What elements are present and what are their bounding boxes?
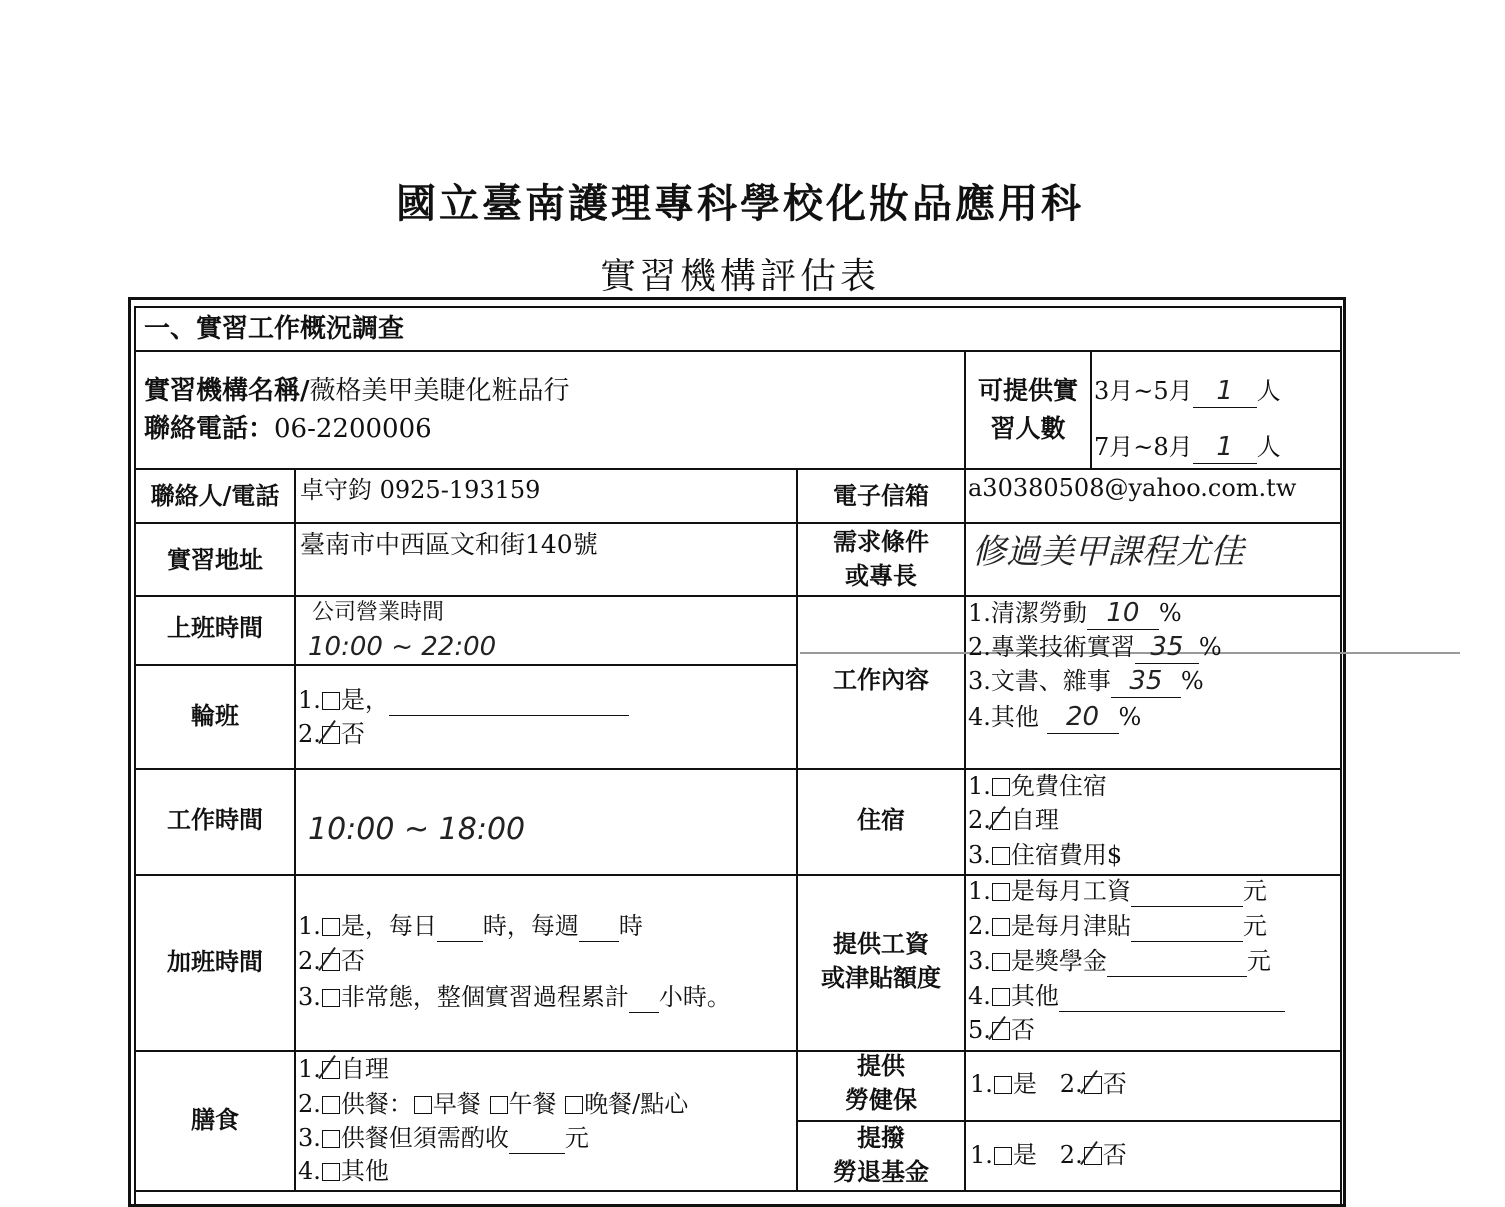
- checkbox[interactable]: [490, 1096, 508, 1114]
- checkbox-checked[interactable]: [322, 1061, 340, 1079]
- capacity-row-2: [1094, 432, 1281, 464]
- contact-value: 卓守鈞 0925-193159: [300, 476, 541, 504]
- checkbox-checked[interactable]: [992, 1022, 1010, 1040]
- work-item: [968, 702, 1141, 734]
- fill-in-blank: [1131, 877, 1243, 907]
- option-text: 否: [340, 947, 365, 975]
- row-divider: [134, 468, 1342, 470]
- option-number: 2.: [1059, 1141, 1083, 1169]
- fill-in-blank: [389, 686, 629, 716]
- percent-unit: %: [1180, 667, 1204, 695]
- option-number: 1.: [968, 772, 991, 800]
- email-label: 電子信箱: [833, 481, 929, 510]
- lodging-option: [968, 806, 1059, 835]
- fill-in-blank: [1131, 912, 1243, 942]
- work-item: [968, 666, 1204, 698]
- fill-in-blank: [1059, 982, 1285, 1012]
- work-item-percent: 20: [1047, 702, 1119, 734]
- option-text: 住宿費用$: [1010, 841, 1123, 869]
- work-item: [968, 598, 1182, 630]
- org-name-label: 實習機構名稱/: [144, 376, 310, 406]
- meal-option-other: [298, 1157, 389, 1186]
- col-divider: [294, 468, 296, 1190]
- overtime-label: 加班時間: [167, 947, 263, 976]
- shift-hours-value: 10:00 ~ 22:00: [308, 632, 497, 662]
- option-number: 1.: [968, 877, 991, 905]
- person-unit: 人: [1256, 377, 1281, 405]
- checkbox[interactable]: [992, 883, 1010, 901]
- requirement-label-line1: 需求條件: [833, 527, 929, 556]
- capacity-count: 1: [1193, 376, 1257, 408]
- checkbox[interactable]: [322, 989, 340, 1007]
- lodging-option: [968, 841, 1122, 870]
- requirement-label-line2: 或專長: [845, 561, 917, 590]
- work-item-percent: 10: [1087, 598, 1159, 630]
- work-item-label: 2.專業技術實習: [968, 633, 1135, 661]
- org-name-value: 薇格美甲美睫化粧品行: [309, 376, 570, 406]
- insurance-options: [970, 1070, 1127, 1099]
- rotation-label: 輪班: [191, 701, 239, 730]
- checkbox[interactable]: [322, 918, 340, 936]
- option-text: 否: [1010, 1016, 1035, 1044]
- checkbox-checked[interactable]: [322, 726, 340, 744]
- row-divider: [134, 1050, 1342, 1052]
- checkbox[interactable]: [322, 692, 340, 710]
- overtime-option-irregular: [298, 983, 731, 1013]
- work-time-label: 工作時間: [167, 805, 263, 834]
- option-text: 否: [340, 720, 365, 748]
- shift-hours-label: 上班時間: [167, 613, 263, 642]
- option-text: 早餐: [432, 1090, 481, 1118]
- option-number: 2.: [1059, 1070, 1083, 1098]
- option-text: 午餐: [508, 1090, 557, 1118]
- checkbox[interactable]: [322, 1096, 340, 1114]
- capacity-period: 7月~8月: [1094, 433, 1193, 461]
- capacity-label-line2: 習人數: [990, 414, 1066, 443]
- capacity-row-1: [1094, 376, 1281, 408]
- pension-label-line1: 提撥: [857, 1123, 905, 1152]
- school-title: 國立臺南護理專科學校化妝品應用科: [396, 180, 1084, 227]
- fill-in-blank: [629, 983, 659, 1013]
- option-text: 時，每週: [482, 912, 579, 940]
- option-text: 是: [1012, 1070, 1037, 1098]
- option-text: 是每月工資: [1010, 877, 1131, 905]
- option-text: 是: [1012, 1141, 1037, 1169]
- row-divider: [134, 874, 1342, 876]
- requirement-value: 修過美甲課程尤佳: [972, 532, 1244, 572]
- email-value: a30380508@yahoo.com.tw: [968, 474, 1297, 502]
- capacity-period: 3月~5月: [1094, 377, 1193, 405]
- work-item-label: 3.文書、雜事: [968, 667, 1111, 695]
- option-text: 是，: [340, 686, 389, 714]
- fill-in-blank: [509, 1124, 565, 1154]
- work-time-value: 10:00 ~ 18:00: [308, 812, 526, 847]
- form-title: 實習機構評估表: [599, 256, 880, 297]
- wage-label-line2: 或津貼額度: [821, 963, 941, 992]
- overtime-option-no: [298, 947, 365, 976]
- shift-hours-note: 公司營業時間: [312, 600, 445, 625]
- option-text: 晚餐/點心: [584, 1090, 689, 1118]
- meal-option-charged: [298, 1124, 589, 1154]
- currency-unit: 元: [1242, 877, 1267, 905]
- currency-unit: 元: [564, 1124, 589, 1152]
- option-text: 自理: [340, 1055, 389, 1083]
- option-number: 5.: [968, 1016, 991, 1044]
- lodging-label: 住宿: [857, 805, 905, 834]
- option-number: 3.: [298, 1124, 321, 1152]
- checkbox[interactable]: [992, 953, 1010, 971]
- row-divider: [134, 768, 1342, 770]
- work-content-label: 工作內容: [833, 665, 929, 694]
- row-divider: [134, 522, 1342, 524]
- checkbox-checked[interactable]: [1084, 1076, 1102, 1094]
- option-text: 其他: [340, 1157, 389, 1185]
- work-item-label: 1.清潔勞動: [968, 599, 1087, 627]
- row-divider: [134, 350, 1342, 352]
- wage-option: [968, 982, 1285, 1012]
- meal-label: 膳食: [191, 1105, 239, 1134]
- capacity-label-line1: 可提供實: [977, 376, 1078, 405]
- row-divider: [796, 1120, 1342, 1122]
- work-item-percent: 35: [1111, 666, 1181, 698]
- checkbox[interactable]: [322, 1163, 340, 1181]
- checkbox[interactable]: [994, 1076, 1012, 1094]
- pension-options: [970, 1141, 1127, 1170]
- option-text: 是，每日: [340, 912, 437, 940]
- option-number: 3.: [968, 947, 991, 975]
- row-divider: [134, 1190, 1342, 1192]
- person-unit: 人: [1256, 433, 1281, 461]
- option-number: 2.: [298, 720, 321, 748]
- currency-unit: 元: [1242, 912, 1267, 940]
- checkbox[interactable]: [565, 1096, 583, 1114]
- fill-in-blank: [1107, 947, 1247, 977]
- org-name-row: [144, 376, 570, 407]
- checkbox[interactable]: [992, 778, 1010, 796]
- option-text: 供餐但須需酌收: [340, 1124, 509, 1152]
- wage-option: [968, 877, 1267, 907]
- option-text: 小時。: [658, 983, 731, 1011]
- currency-unit: 元: [1246, 947, 1271, 975]
- option-number: 4.: [968, 982, 991, 1010]
- option-number: 2.: [298, 1090, 321, 1118]
- row-divider: [134, 595, 1342, 597]
- meal-option-provided: [298, 1090, 688, 1119]
- wage-option: [968, 912, 1267, 942]
- option-text: 是每月津貼: [1010, 912, 1131, 940]
- address-label: 實習地址: [167, 545, 263, 574]
- row-divider: [134, 664, 796, 666]
- option-number: 2.: [968, 806, 991, 834]
- option-number: 1.: [970, 1070, 993, 1098]
- checkbox-checked[interactable]: [992, 812, 1010, 830]
- fill-in-blank: [579, 912, 619, 942]
- checkbox[interactable]: [992, 847, 1010, 865]
- option-number: 2.: [968, 912, 991, 940]
- option-number: 4.: [298, 1157, 321, 1185]
- checkbox[interactable]: [992, 988, 1010, 1006]
- insurance-label-line1: 提供: [857, 1051, 905, 1080]
- option-text: 否: [1102, 1141, 1127, 1169]
- meal-option-self: [298, 1055, 389, 1084]
- phone-label: 聯絡電話：: [144, 414, 275, 444]
- option-number: 1.: [970, 1141, 993, 1169]
- pension-label-line2: 勞退基金: [833, 1157, 929, 1186]
- checkbox[interactable]: [992, 918, 1010, 936]
- wage-option: [968, 1016, 1035, 1045]
- option-number: 3.: [298, 983, 321, 1011]
- work-item: [968, 632, 1222, 664]
- overtime-option-yes: [298, 912, 643, 942]
- wage-option: [968, 947, 1271, 977]
- phone-value: 06-2200006: [274, 414, 432, 444]
- option-text: 供餐：: [340, 1090, 413, 1118]
- percent-unit: %: [1158, 599, 1182, 627]
- work-item-percent: 35: [1135, 632, 1199, 664]
- option-number: 1.: [298, 1055, 321, 1083]
- insurance-label-line2: 勞健保: [845, 1085, 917, 1114]
- option-text: 否: [1102, 1070, 1127, 1098]
- percent-unit: %: [1118, 703, 1142, 731]
- option-text: 其他: [1010, 982, 1059, 1010]
- rotation-option-no: [298, 720, 365, 749]
- col-divider: [1090, 350, 1092, 468]
- rotation-option-yes: [298, 686, 629, 716]
- work-item-label: 4.其他: [968, 703, 1047, 731]
- wage-label-line1: 提供工資: [833, 929, 929, 958]
- percent-unit: %: [1198, 633, 1222, 661]
- option-number: 1.: [298, 912, 321, 940]
- lodging-option: [968, 772, 1107, 801]
- address-value: 臺南市中西區文和街140號: [300, 530, 598, 559]
- option-text: 自理: [1010, 806, 1059, 834]
- contact-label: 聯絡人/電話: [150, 481, 280, 510]
- checkbox-checked[interactable]: [322, 953, 340, 971]
- option-text: 時: [618, 912, 643, 940]
- section-heading: 一、實習工作概況調查: [144, 314, 405, 344]
- fill-in-blank: [437, 912, 483, 942]
- option-number: 2.: [298, 947, 321, 975]
- option-number: 1.: [298, 686, 321, 714]
- col-divider: [964, 350, 966, 1190]
- option-text: 是獎學金: [1010, 947, 1107, 975]
- option-text: 免費住宿: [1010, 772, 1107, 800]
- capacity-count: 1: [1193, 432, 1257, 464]
- checkbox[interactable]: [994, 1147, 1012, 1165]
- checkbox-checked[interactable]: [1084, 1147, 1102, 1165]
- option-text: 非常態，整個實習過程累計: [340, 983, 629, 1011]
- checkbox[interactable]: [414, 1096, 432, 1114]
- option-number: 3.: [968, 841, 991, 869]
- checkbox[interactable]: [322, 1130, 340, 1148]
- org-phone-row: [144, 414, 432, 445]
